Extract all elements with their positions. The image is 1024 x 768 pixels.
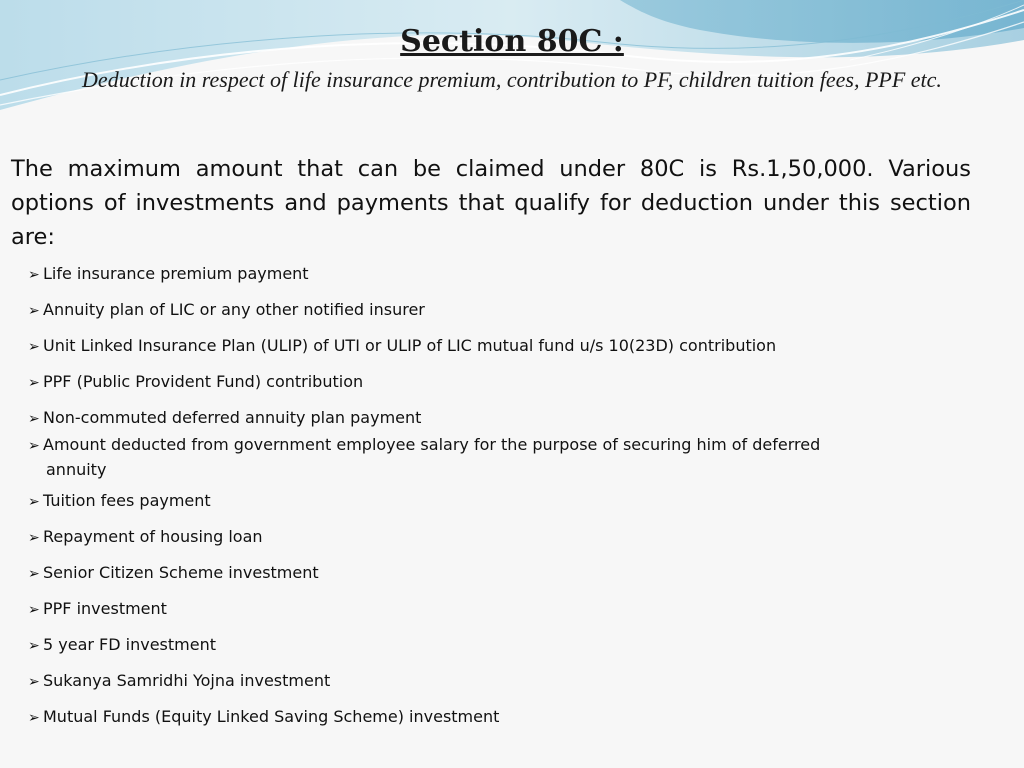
arrow-bullet-icon: ➢: [28, 674, 40, 690]
list-item: ➢ PPF (Public Provident Fund) contribution: [28, 370, 888, 395]
list-item: ➢ Repayment of housing loan: [28, 525, 888, 550]
list-item: ➢ Non-commuted deferred annuity plan payment: [28, 406, 888, 431]
arrow-bullet-icon: ➢: [28, 339, 40, 355]
list-item: ➢ Tuition fees payment: [28, 489, 888, 514]
arrow-bullet-icon: ➢: [28, 710, 40, 726]
intro-paragraph: The maximum amount that can be claimed under 80C is Rs.1,50,000. Various options of investments and payments that qualify for deduction under this section are:: [11, 156, 971, 250]
arrow-bullet-icon: ➢: [28, 638, 40, 654]
arrow-bullet-icon: ➢: [28, 375, 40, 391]
list-item: ➢ 5 year FD investment: [28, 633, 888, 658]
arrow-bullet-icon: ➢: [28, 530, 40, 546]
arrow-bullet-icon: ➢: [28, 494, 40, 510]
list-item: ➢ Life insurance premium payment: [28, 262, 888, 287]
list-item: ➢ Amount deducted from government employee salary for the purpose of securing him of deferred annuity: [28, 435, 821, 479]
list-item: ➢ Unit Linked Insurance Plan (ULIP) of UTI or ULIP of LIC mutual fund u/s 10(23D) contribution: [28, 334, 888, 359]
slide-title: Section 80C :: [400, 24, 624, 59]
arrow-bullet-icon: ➢: [28, 411, 40, 427]
list-item: ➢ Sukanya Samridhi Yojna investment: [28, 669, 888, 694]
list-item: ➢ Annuity plan of LIC or any other notified insurer: [28, 298, 888, 323]
arrow-bullet-icon: ➢: [28, 566, 40, 582]
arrow-bullet-icon: ➢: [28, 303, 40, 319]
list-item: ➢ PPF investment: [28, 597, 888, 622]
list-item: ➢ Mutual Funds (Equity Linked Saving Scheme) investment: [28, 705, 888, 730]
arrow-bullet-icon: ➢: [28, 602, 40, 618]
arrow-bullet-icon: ➢: [28, 267, 40, 283]
list-item: ➢ Senior Citizen Scheme investment: [28, 561, 888, 586]
arrow-bullet-icon: ➢: [28, 438, 40, 454]
slide-subtitle: Deduction in respect of life insurance premium, contribution to PF, children tuition fees, PPF etc.: [82, 67, 942, 92]
